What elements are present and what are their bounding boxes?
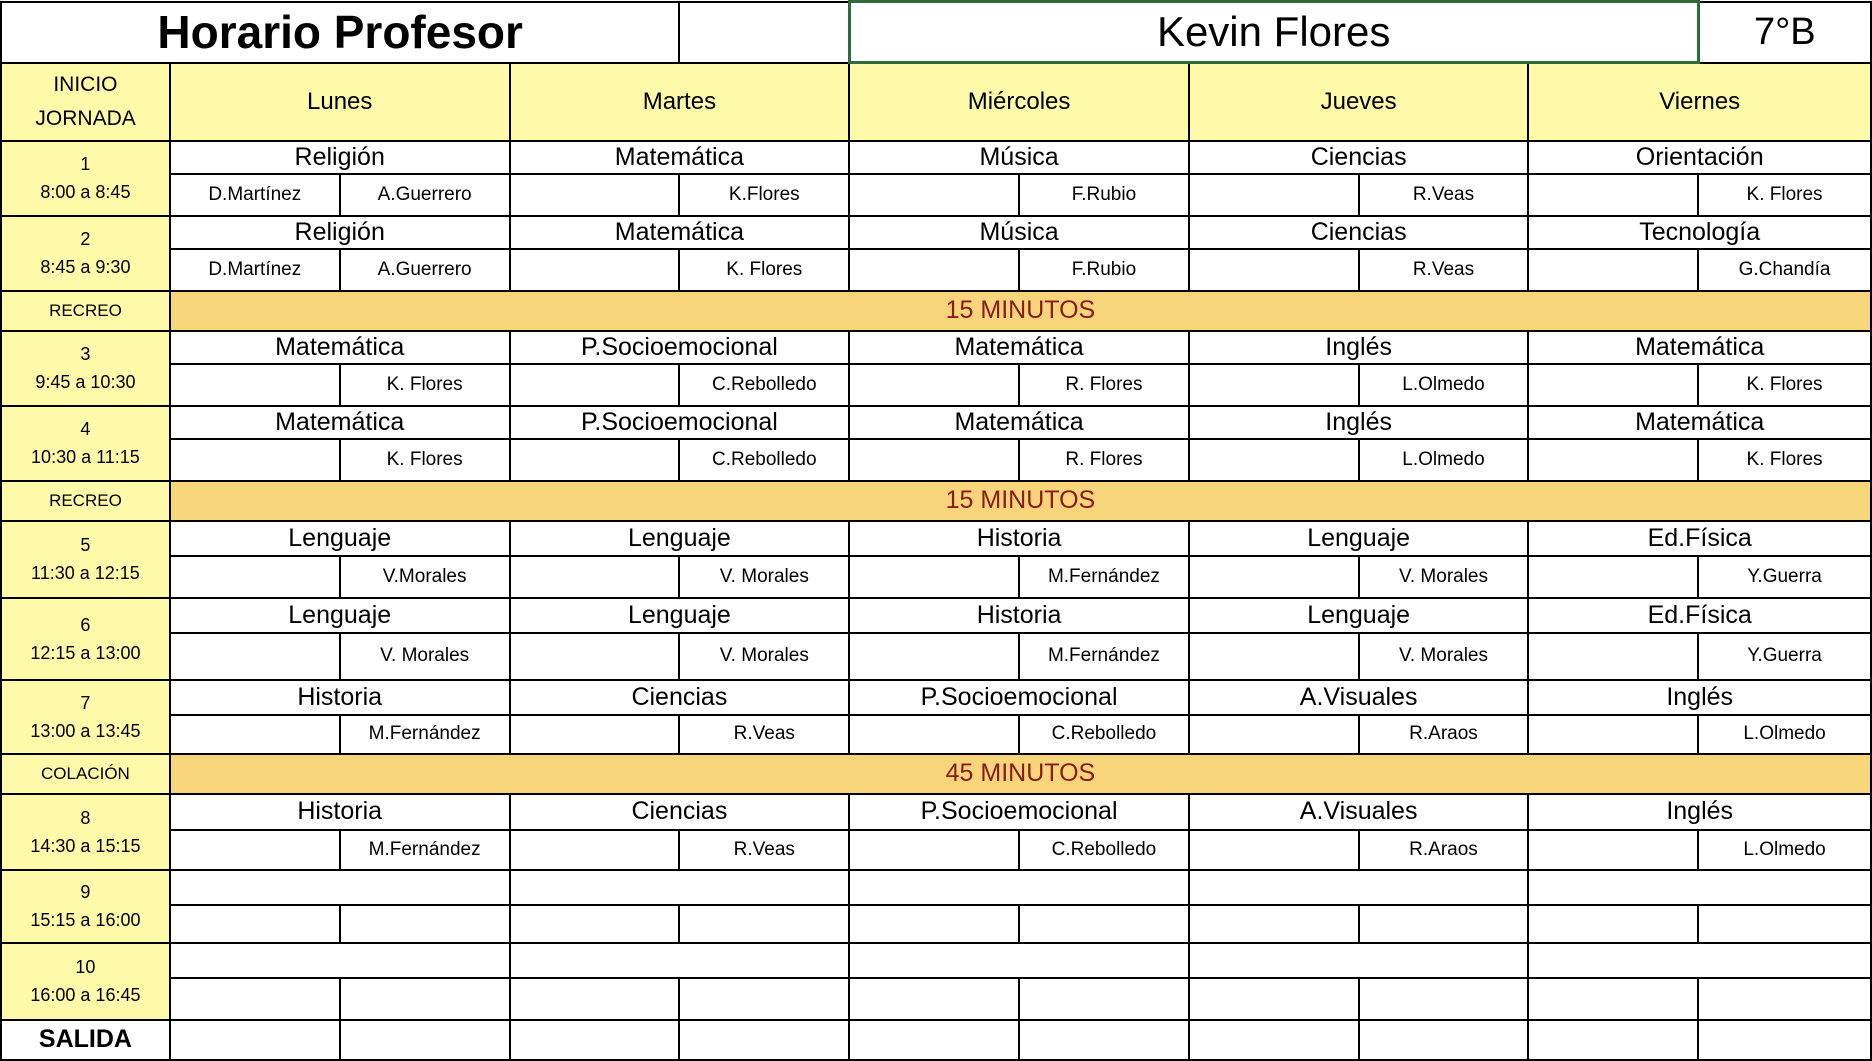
subject-cell[interactable]: A.Visuales bbox=[1189, 794, 1529, 830]
co-teacher-cell[interactable] bbox=[849, 439, 1019, 481]
subject-cell[interactable] bbox=[1189, 943, 1529, 978]
co-teacher-cell[interactable] bbox=[170, 633, 340, 680]
subject-cell[interactable]: Matemática bbox=[170, 406, 510, 439]
period-subject-row bbox=[1, 943, 1871, 978]
co-teacher-cell[interactable] bbox=[1528, 249, 1698, 291]
subject-cell[interactable]: Matemática bbox=[849, 406, 1189, 439]
teacher-cell[interactable]: R. Flores bbox=[1019, 364, 1189, 406]
subject-cell[interactable]: Ciencias bbox=[510, 680, 850, 715]
teacher-name-cell[interactable]: Kevin Flores bbox=[849, 2, 1698, 63]
period-time: 11:30 a 12:15 bbox=[31, 563, 140, 583]
co-teacher-cell[interactable] bbox=[170, 364, 340, 406]
period-time: 10:30 a 11:15 bbox=[31, 447, 140, 467]
period-cell[interactable] bbox=[1, 521, 170, 598]
salida-empty-cell[interactable] bbox=[1698, 1020, 1871, 1060]
period-number: 1 bbox=[80, 154, 91, 174]
co-teacher-cell[interactable] bbox=[1189, 249, 1359, 291]
teacher-cell[interactable]: K. Flores bbox=[340, 364, 510, 406]
subject-cell[interactable]: Lenguaje bbox=[510, 598, 850, 633]
break-row bbox=[1, 754, 1871, 794]
co-teacher-cell[interactable] bbox=[170, 905, 340, 943]
period-cell[interactable] bbox=[1, 870, 170, 943]
teacher-cell[interactable]: G.Chandía bbox=[1698, 249, 1871, 291]
co-teacher-cell[interactable] bbox=[170, 715, 340, 754]
period-time: 12:15 a 13:00 bbox=[30, 642, 141, 663]
subject-cell[interactable]: Ed.Física bbox=[1528, 598, 1871, 633]
teacher-cell[interactable] bbox=[1698, 978, 1871, 1020]
teacher-cell[interactable]: V. Morales bbox=[679, 633, 849, 680]
subject-cell[interactable] bbox=[510, 943, 850, 978]
subject-cell[interactable]: P.Socioemocional bbox=[849, 794, 1189, 830]
salida-empty-cell[interactable] bbox=[849, 1020, 1019, 1060]
teacher-cell[interactable]: R.Veas bbox=[679, 830, 849, 870]
subject-cell[interactable]: Lenguaje bbox=[1189, 598, 1529, 633]
subject-cell[interactable]: Inglés bbox=[1528, 794, 1871, 830]
teacher-cell[interactable]: L.Olmedo bbox=[1359, 364, 1529, 406]
period-number: 7 bbox=[80, 692, 91, 713]
co-teacher-cell[interactable] bbox=[1528, 364, 1698, 406]
subject-cell[interactable]: Música bbox=[849, 141, 1189, 174]
column-header-row bbox=[1, 63, 1871, 141]
teacher-cell[interactable]: M.Fernández bbox=[340, 715, 510, 754]
teacher-cell[interactable]: R.Araos bbox=[1359, 715, 1529, 754]
period-subject-row bbox=[1, 331, 1871, 364]
break-label[interactable]: RECREO bbox=[1, 291, 170, 331]
co-teacher-cell[interactable] bbox=[1528, 905, 1698, 943]
co-teacher-cell[interactable] bbox=[510, 556, 680, 598]
teacher-cell[interactable]: K. Flores bbox=[1698, 439, 1871, 481]
subject-cell[interactable] bbox=[1528, 943, 1871, 978]
subject-cell[interactable]: A.Visuales bbox=[1189, 680, 1529, 715]
co-teacher-cell[interactable] bbox=[1189, 364, 1359, 406]
day-header-jueves[interactable]: Jueves bbox=[1189, 63, 1529, 141]
co-teacher-cell[interactable] bbox=[1528, 830, 1698, 870]
teacher-cell[interactable]: K. Flores bbox=[1698, 174, 1871, 216]
period-teacher-row bbox=[1, 439, 1871, 481]
co-teacher-cell[interactable] bbox=[170, 556, 340, 598]
period-time: 15:15 a 16:00 bbox=[30, 910, 141, 930]
period-subject-row bbox=[1, 216, 1871, 249]
period-subject-row bbox=[1, 141, 1871, 174]
period-teacher-row bbox=[1, 249, 1871, 291]
teacher-cell[interactable]: V. Morales bbox=[340, 633, 510, 680]
subject-cell[interactable]: Lenguaje bbox=[170, 598, 510, 633]
subject-cell[interactable]: Lenguaje bbox=[1189, 521, 1529, 556]
teacher-cell[interactable]: V. Morales bbox=[1359, 556, 1529, 598]
title-row bbox=[1, 2, 1871, 63]
subject-cell[interactable]: Matemática bbox=[170, 331, 510, 364]
co-teacher-cell[interactable]: D.Martínez bbox=[170, 249, 340, 291]
co-teacher-cell[interactable] bbox=[510, 364, 680, 406]
co-teacher-cell[interactable] bbox=[510, 830, 680, 870]
co-teacher-cell[interactable] bbox=[849, 249, 1019, 291]
period-cell[interactable] bbox=[1, 598, 170, 680]
subject-cell[interactable] bbox=[1189, 870, 1529, 905]
salida-empty-cell[interactable] bbox=[1019, 1020, 1189, 1060]
period-time: 8:00 a 8:45 bbox=[40, 182, 131, 202]
co-teacher-cell[interactable] bbox=[510, 905, 680, 943]
subject-cell[interactable]: Historia bbox=[170, 680, 510, 715]
teacher-cell[interactable]: C.Rebolledo bbox=[679, 364, 849, 406]
day-header-lunes[interactable]: Lunes bbox=[170, 63, 510, 141]
subject-cell[interactable]: Ciencias bbox=[510, 794, 850, 830]
co-teacher-cell[interactable] bbox=[1189, 174, 1359, 216]
teacher-cell[interactable]: V.Morales bbox=[340, 556, 510, 598]
teacher-cell[interactable]: F.Rubio bbox=[1019, 174, 1189, 216]
subject-cell[interactable]: Religión bbox=[170, 216, 510, 249]
period-number: 3 bbox=[80, 344, 91, 364]
co-teacher-cell[interactable] bbox=[1189, 556, 1359, 598]
break-duration-bar[interactable]: 45 MINUTOS bbox=[170, 754, 1871, 794]
co-teacher-cell[interactable] bbox=[1528, 978, 1698, 1020]
teacher-cell[interactable]: K. Flores bbox=[1698, 364, 1871, 406]
teacher-cell[interactable]: K. Flores bbox=[679, 249, 849, 291]
teacher-cell[interactable]: A.Guerrero bbox=[340, 249, 510, 291]
subject-cell[interactable] bbox=[170, 870, 510, 905]
teacher-cell[interactable] bbox=[1359, 905, 1529, 943]
subject-cell[interactable]: Inglés bbox=[1528, 680, 1871, 715]
period-number: 5 bbox=[80, 535, 91, 555]
teacher-cell[interactable]: Y.Guerra bbox=[1698, 633, 1871, 680]
subject-cell[interactable]: Matemática bbox=[510, 216, 850, 249]
period-number: 10 bbox=[75, 957, 96, 977]
subject-cell[interactable]: Lenguaje bbox=[510, 521, 850, 556]
period-number: 9 bbox=[80, 882, 91, 902]
break-label[interactable]: COLACIÓN bbox=[1, 754, 170, 794]
teacher-cell[interactable] bbox=[1698, 905, 1871, 943]
subject-cell[interactable]: Matemática bbox=[1528, 406, 1871, 439]
co-teacher-cell[interactable] bbox=[510, 715, 680, 754]
period-subject-row bbox=[1, 521, 1871, 556]
teacher-cell[interactable] bbox=[340, 905, 510, 943]
empty-header-cell[interactable] bbox=[679, 2, 849, 63]
co-teacher-cell[interactable] bbox=[849, 174, 1019, 216]
co-teacher-cell[interactable] bbox=[1189, 633, 1359, 680]
teacher-cell[interactable]: A.Guerrero bbox=[340, 174, 510, 216]
teacher-cell[interactable]: M.Fernández bbox=[1019, 556, 1189, 598]
salida-label[interactable]: SALIDA bbox=[1, 1020, 170, 1060]
subject-cell[interactable]: Matemática bbox=[1528, 331, 1871, 364]
subject-cell[interactable]: Ciencias bbox=[1189, 141, 1529, 174]
co-teacher-cell[interactable] bbox=[849, 364, 1019, 406]
subject-cell[interactable]: Inglés bbox=[1189, 331, 1529, 364]
teacher-cell[interactable] bbox=[1359, 978, 1529, 1020]
subject-cell[interactable]: Música bbox=[849, 216, 1189, 249]
co-teacher-cell[interactable] bbox=[1528, 556, 1698, 598]
day-header-viernes[interactable]: Viernes bbox=[1528, 63, 1871, 141]
period-subject-row bbox=[1, 870, 1871, 905]
period-teacher-row bbox=[1, 830, 1871, 870]
period-number: 6 bbox=[80, 614, 91, 635]
teacher-cell[interactable]: L.Olmedo bbox=[1698, 830, 1871, 870]
break-row bbox=[1, 481, 1871, 521]
co-teacher-cell[interactable] bbox=[1189, 830, 1359, 870]
co-teacher-cell[interactable] bbox=[1189, 439, 1359, 481]
teacher-cell[interactable]: V. Morales bbox=[679, 556, 849, 598]
co-teacher-cell[interactable] bbox=[510, 439, 680, 481]
co-teacher-cell[interactable] bbox=[1528, 633, 1698, 680]
subject-cell[interactable] bbox=[1528, 870, 1871, 905]
co-teacher-cell[interactable] bbox=[1189, 905, 1359, 943]
teacher-cell[interactable]: M.Fernández bbox=[340, 830, 510, 870]
teacher-cell[interactable] bbox=[1019, 905, 1189, 943]
period-subject-row bbox=[1, 406, 1871, 439]
teacher-cell[interactable]: M.Fernández bbox=[1019, 633, 1189, 680]
period-teacher-row bbox=[1, 364, 1871, 406]
salida-row bbox=[1, 1020, 1871, 1060]
period-cell[interactable] bbox=[1, 680, 170, 754]
subject-cell[interactable]: Tecnología bbox=[1528, 216, 1871, 249]
teacher-cell[interactable]: R.Veas bbox=[1359, 249, 1529, 291]
teacher-cell[interactable] bbox=[1019, 978, 1189, 1020]
teacher-cell[interactable]: C.Rebolledo bbox=[1019, 830, 1189, 870]
salida-empty-cell[interactable] bbox=[1189, 1020, 1359, 1060]
period-subject-row bbox=[1, 680, 1871, 715]
salida-empty-cell[interactable] bbox=[1359, 1020, 1529, 1060]
period-cell[interactable] bbox=[1, 141, 170, 216]
subject-cell[interactable]: Orientación bbox=[1528, 141, 1871, 174]
salida-empty-cell[interactable] bbox=[510, 1020, 680, 1060]
salida-empty-cell[interactable] bbox=[340, 1020, 510, 1060]
period-time: 16:00 a 16:45 bbox=[30, 985, 141, 1005]
co-teacher-cell[interactable] bbox=[1528, 439, 1698, 481]
teacher-cell[interactable]: L.Olmedo bbox=[1698, 715, 1871, 754]
co-teacher-cell[interactable] bbox=[849, 978, 1019, 1020]
teacher-cell[interactable]: V. Morales bbox=[1359, 633, 1529, 680]
co-teacher-cell[interactable]: D.Martínez bbox=[170, 174, 340, 216]
subject-cell[interactable]: Ciencias bbox=[1189, 216, 1529, 249]
co-teacher-cell[interactable] bbox=[1528, 174, 1698, 216]
co-teacher-cell[interactable] bbox=[849, 905, 1019, 943]
teacher-cell[interactable]: R.Araos bbox=[1359, 830, 1529, 870]
period-subject-row bbox=[1, 598, 1871, 633]
subject-cell[interactable] bbox=[170, 943, 510, 978]
page-title[interactable]: Horario Profesor bbox=[1, 2, 679, 63]
subject-cell[interactable]: Historia bbox=[849, 521, 1189, 556]
period-teacher-row bbox=[1, 633, 1871, 680]
teacher-cell[interactable]: F.Rubio bbox=[1019, 249, 1189, 291]
subject-cell[interactable]: Lenguaje bbox=[170, 521, 510, 556]
break-label[interactable]: RECREO bbox=[1, 481, 170, 521]
subject-cell[interactable] bbox=[849, 943, 1189, 978]
subject-cell[interactable]: Matemática bbox=[849, 331, 1189, 364]
subject-cell[interactable]: Ed.Física bbox=[1528, 521, 1871, 556]
period-time: 8:45 a 9:30 bbox=[40, 257, 131, 277]
period-teacher-row bbox=[1, 174, 1871, 216]
co-teacher-cell[interactable] bbox=[170, 439, 340, 481]
co-teacher-cell[interactable] bbox=[170, 978, 340, 1020]
teacher-cell[interactable]: Y.Guerra bbox=[1698, 556, 1871, 598]
period-number: 8 bbox=[80, 807, 91, 828]
teacher-cell[interactable] bbox=[679, 978, 849, 1020]
subject-cell[interactable]: Matemática bbox=[510, 141, 850, 174]
course-cell[interactable]: 7°B bbox=[1698, 2, 1871, 63]
period-cell[interactable] bbox=[1, 406, 170, 481]
period-teacher-row bbox=[1, 556, 1871, 598]
subject-cell[interactable]: P.Socioemocional bbox=[510, 406, 850, 439]
co-teacher-cell[interactable] bbox=[849, 830, 1019, 870]
period-time: 14:30 a 15:15 bbox=[30, 835, 141, 856]
teacher-cell[interactable]: R.Veas bbox=[679, 715, 849, 754]
break-duration-bar[interactable]: 15 MINUTOS bbox=[170, 291, 1871, 331]
co-teacher-cell[interactable] bbox=[510, 249, 680, 291]
subject-cell[interactable]: P.Socioemocional bbox=[849, 680, 1189, 715]
period-teacher-row bbox=[1, 905, 1871, 943]
subject-cell[interactable] bbox=[510, 870, 850, 905]
teacher-cell[interactable]: L.Olmedo bbox=[1359, 439, 1529, 481]
period-cell[interactable] bbox=[1, 331, 170, 406]
subject-cell[interactable] bbox=[849, 870, 1189, 905]
teacher-cell[interactable] bbox=[679, 905, 849, 943]
subject-cell[interactable]: Inglés bbox=[1189, 406, 1529, 439]
subject-cell[interactable]: P.Socioemocional bbox=[510, 331, 850, 364]
salida-empty-cell[interactable] bbox=[170, 1020, 340, 1060]
co-teacher-cell[interactable] bbox=[170, 830, 340, 870]
period-number: 2 bbox=[80, 229, 91, 249]
teacher-cell[interactable]: R.Veas bbox=[1359, 174, 1529, 216]
teacher-cell[interactable] bbox=[340, 978, 510, 1020]
break-duration-bar[interactable]: 15 MINUTOS bbox=[170, 481, 1871, 521]
period-teacher-row bbox=[1, 715, 1871, 754]
teacher-cell[interactable]: K.Flores bbox=[679, 174, 849, 216]
period-number: 4 bbox=[80, 419, 91, 439]
period-cell[interactable] bbox=[1, 216, 170, 291]
subject-cell[interactable]: Historia bbox=[849, 598, 1189, 633]
subject-cell[interactable]: Historia bbox=[170, 794, 510, 830]
period-subject-row bbox=[1, 794, 1871, 830]
period-cell[interactable] bbox=[1, 794, 170, 870]
period-time: 13:00 a 13:45 bbox=[30, 720, 141, 741]
day-header-miercoles[interactable]: Miércoles bbox=[849, 63, 1189, 141]
break-row bbox=[1, 291, 1871, 331]
co-teacher-cell[interactable] bbox=[510, 633, 680, 680]
co-teacher-cell[interactable] bbox=[1189, 978, 1359, 1020]
co-teacher-cell[interactable] bbox=[849, 715, 1019, 754]
co-teacher-cell[interactable] bbox=[849, 633, 1019, 680]
co-teacher-cell[interactable] bbox=[1528, 715, 1698, 754]
inicio-jornada-header[interactable] bbox=[1, 63, 170, 141]
salida-empty-cell[interactable] bbox=[1528, 1020, 1698, 1060]
teacher-cell[interactable]: R. Flores bbox=[1019, 439, 1189, 481]
teacher-cell[interactable]: C.Rebolledo bbox=[1019, 715, 1189, 754]
co-teacher-cell[interactable] bbox=[849, 556, 1019, 598]
day-header-martes[interactable]: Martes bbox=[510, 63, 850, 141]
co-teacher-cell[interactable] bbox=[510, 174, 680, 216]
co-teacher-cell[interactable] bbox=[510, 978, 680, 1020]
teacher-cell[interactable]: C.Rebolledo bbox=[679, 439, 849, 481]
salida-empty-cell[interactable] bbox=[679, 1020, 849, 1060]
co-teacher-cell[interactable] bbox=[1189, 715, 1359, 754]
period-cell[interactable] bbox=[1, 943, 170, 1020]
period-time: 9:45 a 10:30 bbox=[35, 372, 136, 392]
period-teacher-row bbox=[1, 978, 1871, 1020]
teacher-cell[interactable]: K. Flores bbox=[340, 439, 510, 481]
subject-cell[interactable]: Religión bbox=[170, 141, 510, 174]
inicio-jornada-label: INICIO JORNADA bbox=[35, 72, 136, 130]
